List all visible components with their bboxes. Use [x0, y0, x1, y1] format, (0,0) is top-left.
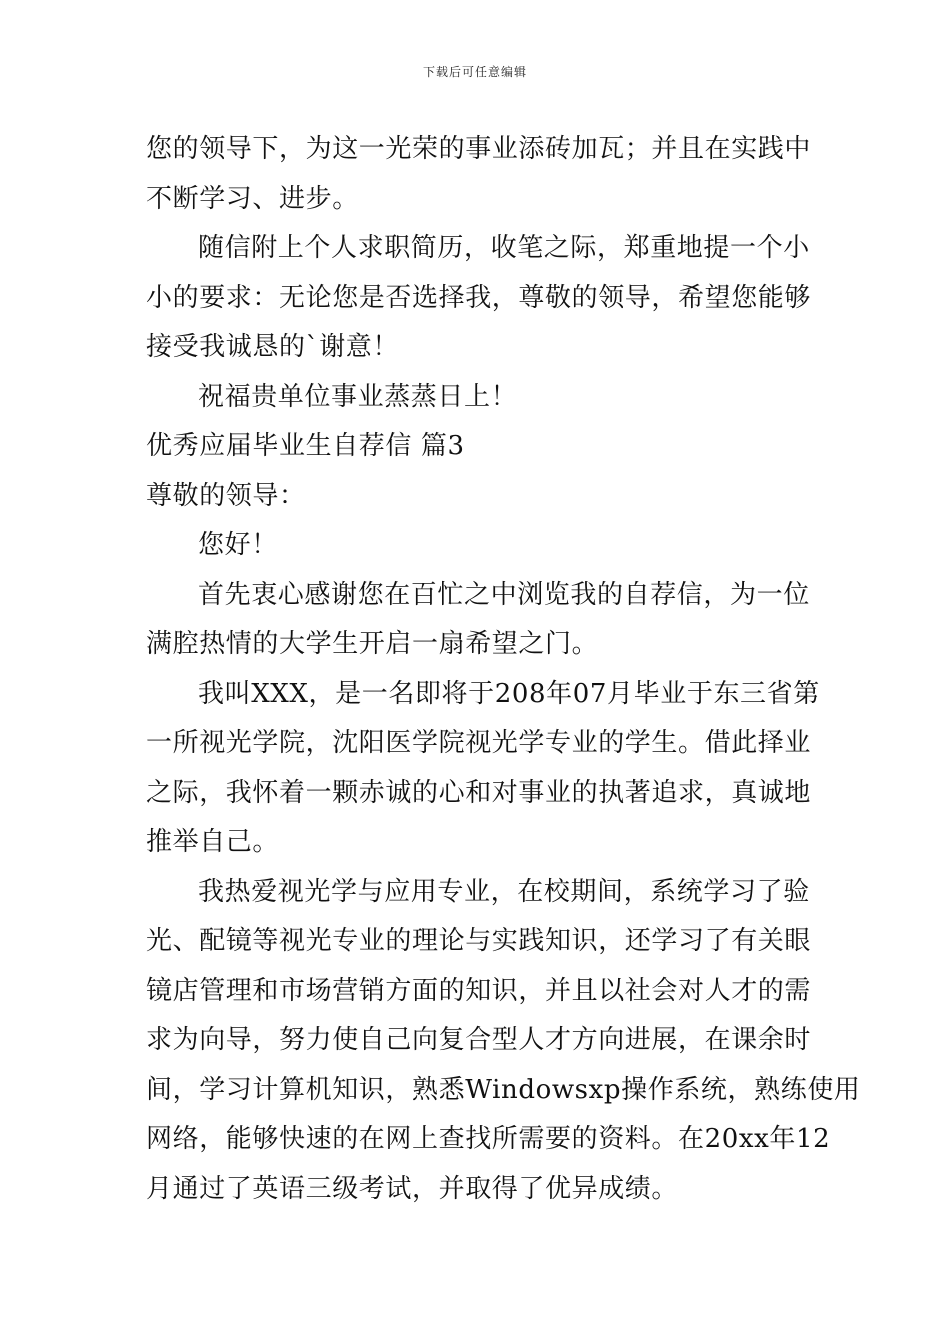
text-line: 小的要求：无论您是否选择我，尊敬的领导，希望您能够 — [146, 282, 812, 313]
text-line: 镜店管理和市场营销方面的知识，并且以社会对人才的需 — [146, 975, 812, 1006]
text-line: 月通过了英语三级考试，并取得了优异成绩。 — [146, 1173, 679, 1204]
salutation: 尊敬的领导： — [146, 480, 306, 511]
text-line: 接受我诚恳的`谢意！ — [146, 332, 400, 362]
text-line: 网络，能够快速的在网上查找所需要的资料。在20xx年12 — [146, 1124, 831, 1154]
document-body — [146, 125, 861, 1214]
text-line: 推举自己。 — [146, 827, 280, 857]
text-line: 首先衷心感谢您在百忙之中浏览我的自荐信，为一位 — [198, 579, 810, 610]
text-line: 之际，我怀着一颗赤诚的心和对事业的执著追求，真诚地 — [146, 777, 812, 808]
text-line: 一所视光学院，沈阳医学院视光学专业的学生。借此择业 — [146, 728, 812, 758]
text-line: 我热爱视光学与应用专业，在校期间，系统学习了验 — [198, 876, 810, 907]
text-line: 我叫XXX，是一名即将于208年07月毕业于东三省第 — [198, 678, 820, 709]
text-line: 满腔热情的大学生开启一扇希望之门。 — [146, 629, 599, 659]
text-line: 祝福贵单位事业蒸蒸日上！ — [198, 381, 518, 412]
greeting: 您好！ — [198, 530, 278, 560]
text-line: 随信附上个人求职简历，收笔之际，郑重地提一个小 — [198, 233, 810, 263]
section-heading: 优秀应届毕业生自荐信 篇3 — [146, 431, 465, 461]
text-line: 不断学习、进步。 — [146, 183, 359, 214]
text-line: 间，学习计算机知识，熟悉Windowsxp操作系统，熟练使用 — [146, 1074, 861, 1105]
text-line: 求为向导，努力使自己向复合型人才方向进展，在课余时 — [146, 1025, 812, 1055]
text-line: 光、配镜等视光专业的理论与实践知识，还学习了有关眼 — [146, 926, 812, 956]
text-line: 您的领导下，为这一光荣的事业添砖加瓦；并且在实践中 — [146, 134, 812, 164]
page-header: 下载后可任意编辑 — [422, 65, 527, 79]
